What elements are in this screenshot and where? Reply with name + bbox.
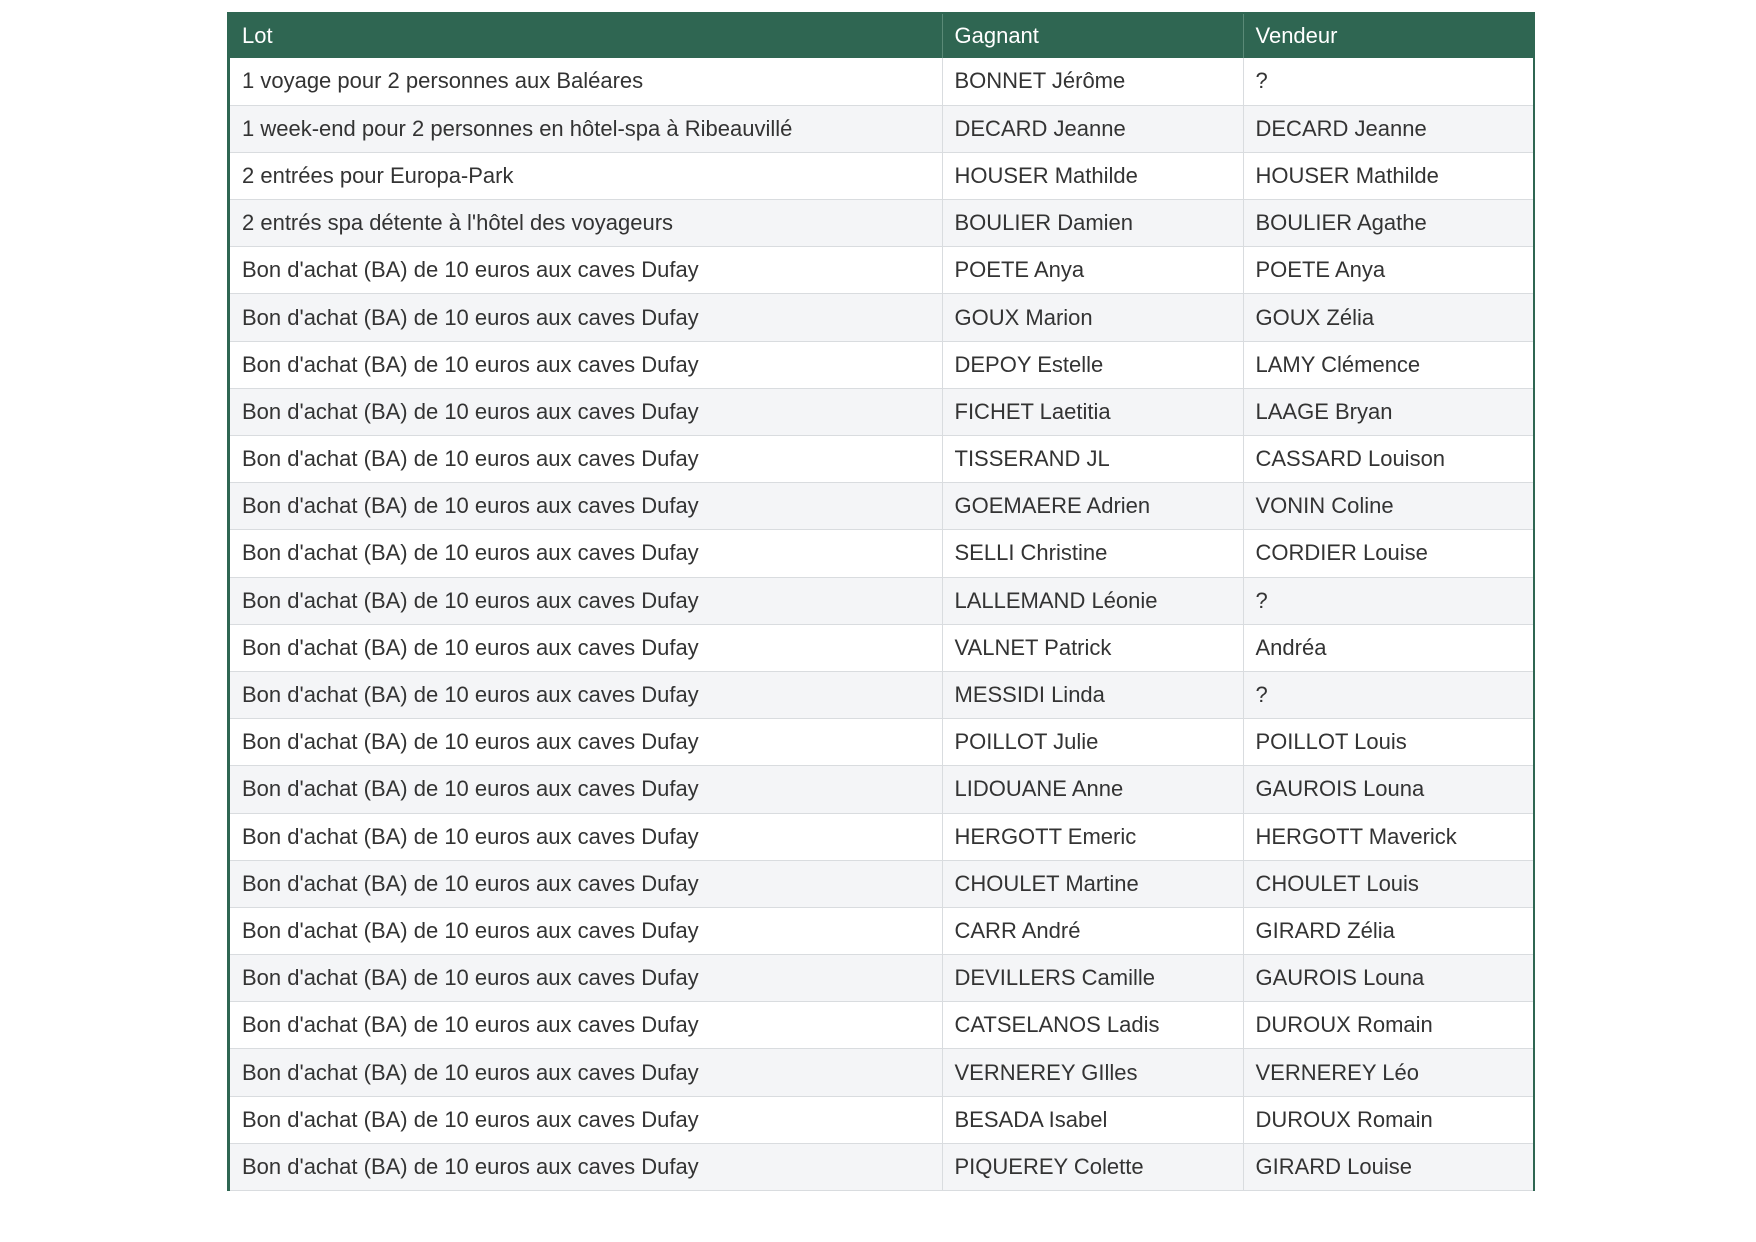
cell-vendeur: HOUSER Mathilde (1243, 152, 1533, 199)
cell-vendeur: GIRARD Louise (1243, 1143, 1533, 1190)
cell-vendeur: GOUX Zélia (1243, 294, 1533, 341)
cell-lot: Bon d'achat (BA) de 10 euros aux caves Dufay (230, 577, 942, 624)
table-row (230, 341, 1533, 388)
cell-lot: Bon d'achat (BA) de 10 euros aux caves Dufay (230, 436, 942, 483)
table-row (230, 766, 1533, 813)
table-row (230, 955, 1533, 1002)
cell-gagnant: VERNEREY GIlles (942, 1049, 1243, 1096)
cell-gagnant: CATSELANOS Ladis (942, 1002, 1243, 1049)
cell-gagnant: LIDOUANE Anne (942, 766, 1243, 813)
cell-gagnant: GOEMAERE Adrien (942, 483, 1243, 530)
table-row (230, 436, 1533, 483)
cell-lot: Bon d'achat (BA) de 10 euros aux caves Dufay (230, 530, 942, 577)
cell-gagnant: MESSIDI Linda (942, 671, 1243, 718)
cell-gagnant: POILLOT Julie (942, 719, 1243, 766)
cell-gagnant: DEPOY Estelle (942, 341, 1243, 388)
cell-vendeur: CHOULET Louis (1243, 860, 1533, 907)
cell-vendeur: ? (1243, 671, 1533, 718)
cell-gagnant: FICHET Laetitia (942, 388, 1243, 435)
cell-vendeur: POETE Anya (1243, 247, 1533, 294)
cell-gagnant: DEVILLERS Camille (942, 955, 1243, 1002)
table-row (230, 1143, 1533, 1190)
cell-vendeur: Andréa (1243, 624, 1533, 671)
table-body (230, 58, 1533, 1191)
cell-vendeur: DECARD Jeanne (1243, 105, 1533, 152)
table-row (230, 1002, 1533, 1049)
cell-lot: Bon d'achat (BA) de 10 euros aux caves Dufay (230, 719, 942, 766)
cell-vendeur: GAUROIS Louna (1243, 766, 1533, 813)
cell-vendeur: DUROUX Romain (1243, 1096, 1533, 1143)
cell-lot: Bon d'achat (BA) de 10 euros aux caves Dufay (230, 483, 942, 530)
winners-table-container (227, 12, 1535, 1191)
cell-lot: Bon d'achat (BA) de 10 euros aux caves Dufay (230, 766, 942, 813)
cell-lot: Bon d'achat (BA) de 10 euros aux caves Dufay (230, 388, 942, 435)
cell-gagnant: BOULIER Damien (942, 200, 1243, 247)
cell-gagnant: BESADA Isabel (942, 1096, 1243, 1143)
cell-gagnant: PIQUEREY Colette (942, 1143, 1243, 1190)
cell-lot: Bon d'achat (BA) de 10 euros aux caves Dufay (230, 247, 942, 294)
table-row (230, 860, 1533, 907)
table-row (230, 200, 1533, 247)
cell-vendeur: VONIN Coline (1243, 483, 1533, 530)
cell-vendeur: BOULIER Agathe (1243, 200, 1533, 247)
cell-vendeur: LAAGE Bryan (1243, 388, 1533, 435)
cell-vendeur: VERNEREY Léo (1243, 1049, 1533, 1096)
cell-gagnant: VALNET Patrick (942, 624, 1243, 671)
cell-lot: 1 week-end pour 2 personnes en hôtel-spa à Ribeauvillé (230, 105, 942, 152)
table-row (230, 907, 1533, 954)
table-row (230, 483, 1533, 530)
column-header-lot: Lot (230, 14, 942, 58)
cell-lot: 1 voyage pour 2 personnes aux Baléares (230, 58, 942, 105)
table-row (230, 247, 1533, 294)
table-row (230, 1096, 1533, 1143)
cell-vendeur: LAMY Clémence (1243, 341, 1533, 388)
cell-lot: Bon d'achat (BA) de 10 euros aux caves Dufay (230, 955, 942, 1002)
cell-gagnant: SELLI Christine (942, 530, 1243, 577)
table-row (230, 577, 1533, 624)
cell-vendeur: CASSARD Louison (1243, 436, 1533, 483)
winners-table (230, 14, 1533, 1191)
table-row (230, 624, 1533, 671)
cell-vendeur: GAUROIS Louna (1243, 955, 1533, 1002)
cell-lot: Bon d'achat (BA) de 10 euros aux caves Dufay (230, 294, 942, 341)
cell-gagnant: HERGOTT Emeric (942, 813, 1243, 860)
cell-lot: Bon d'achat (BA) de 10 euros aux caves Dufay (230, 1049, 942, 1096)
table-row (230, 388, 1533, 435)
cell-gagnant: CARR André (942, 907, 1243, 954)
cell-lot: Bon d'achat (BA) de 10 euros aux caves Dufay (230, 671, 942, 718)
table-row (230, 530, 1533, 577)
table-row (230, 1049, 1533, 1096)
cell-gagnant: CHOULET Martine (942, 860, 1243, 907)
cell-vendeur: ? (1243, 58, 1533, 105)
column-header-vendeur: Vendeur (1243, 14, 1533, 58)
table-row (230, 152, 1533, 199)
cell-vendeur: GIRARD Zélia (1243, 907, 1533, 954)
column-header-gagnant: Gagnant (942, 14, 1243, 58)
cell-lot: Bon d'achat (BA) de 10 euros aux caves Dufay (230, 813, 942, 860)
cell-vendeur: HERGOTT Maverick (1243, 813, 1533, 860)
cell-vendeur: POILLOT Louis (1243, 719, 1533, 766)
cell-vendeur: CORDIER Louise (1243, 530, 1533, 577)
header-row (230, 14, 1533, 58)
cell-lot: Bon d'achat (BA) de 10 euros aux caves Dufay (230, 1096, 942, 1143)
table-row (230, 671, 1533, 718)
cell-gagnant: BONNET Jérôme (942, 58, 1243, 105)
cell-lot: Bon d'achat (BA) de 10 euros aux caves Dufay (230, 1143, 942, 1190)
cell-lot: 2 entrés spa détente à l'hôtel des voyageurs (230, 200, 942, 247)
cell-lot: Bon d'achat (BA) de 10 euros aux caves Dufay (230, 860, 942, 907)
cell-lot: Bon d'achat (BA) de 10 euros aux caves Dufay (230, 907, 942, 954)
cell-lot: Bon d'achat (BA) de 10 euros aux caves Dufay (230, 341, 942, 388)
table-row (230, 58, 1533, 105)
cell-gagnant: GOUX Marion (942, 294, 1243, 341)
cell-gagnant: TISSERAND JL (942, 436, 1243, 483)
table-header (230, 14, 1533, 58)
cell-gagnant: HOUSER Mathilde (942, 152, 1243, 199)
table-row (230, 813, 1533, 860)
cell-lot: 2 entrées pour Europa-Park (230, 152, 942, 199)
table-row (230, 294, 1533, 341)
cell-gagnant: DECARD Jeanne (942, 105, 1243, 152)
table-row (230, 105, 1533, 152)
cell-gagnant: POETE Anya (942, 247, 1243, 294)
cell-vendeur: DUROUX Romain (1243, 1002, 1533, 1049)
cell-lot: Bon d'achat (BA) de 10 euros aux caves Dufay (230, 1002, 942, 1049)
cell-vendeur: ? (1243, 577, 1533, 624)
table-row (230, 719, 1533, 766)
cell-gagnant: LALLEMAND Léonie (942, 577, 1243, 624)
cell-lot: Bon d'achat (BA) de 10 euros aux caves Dufay (230, 624, 942, 671)
